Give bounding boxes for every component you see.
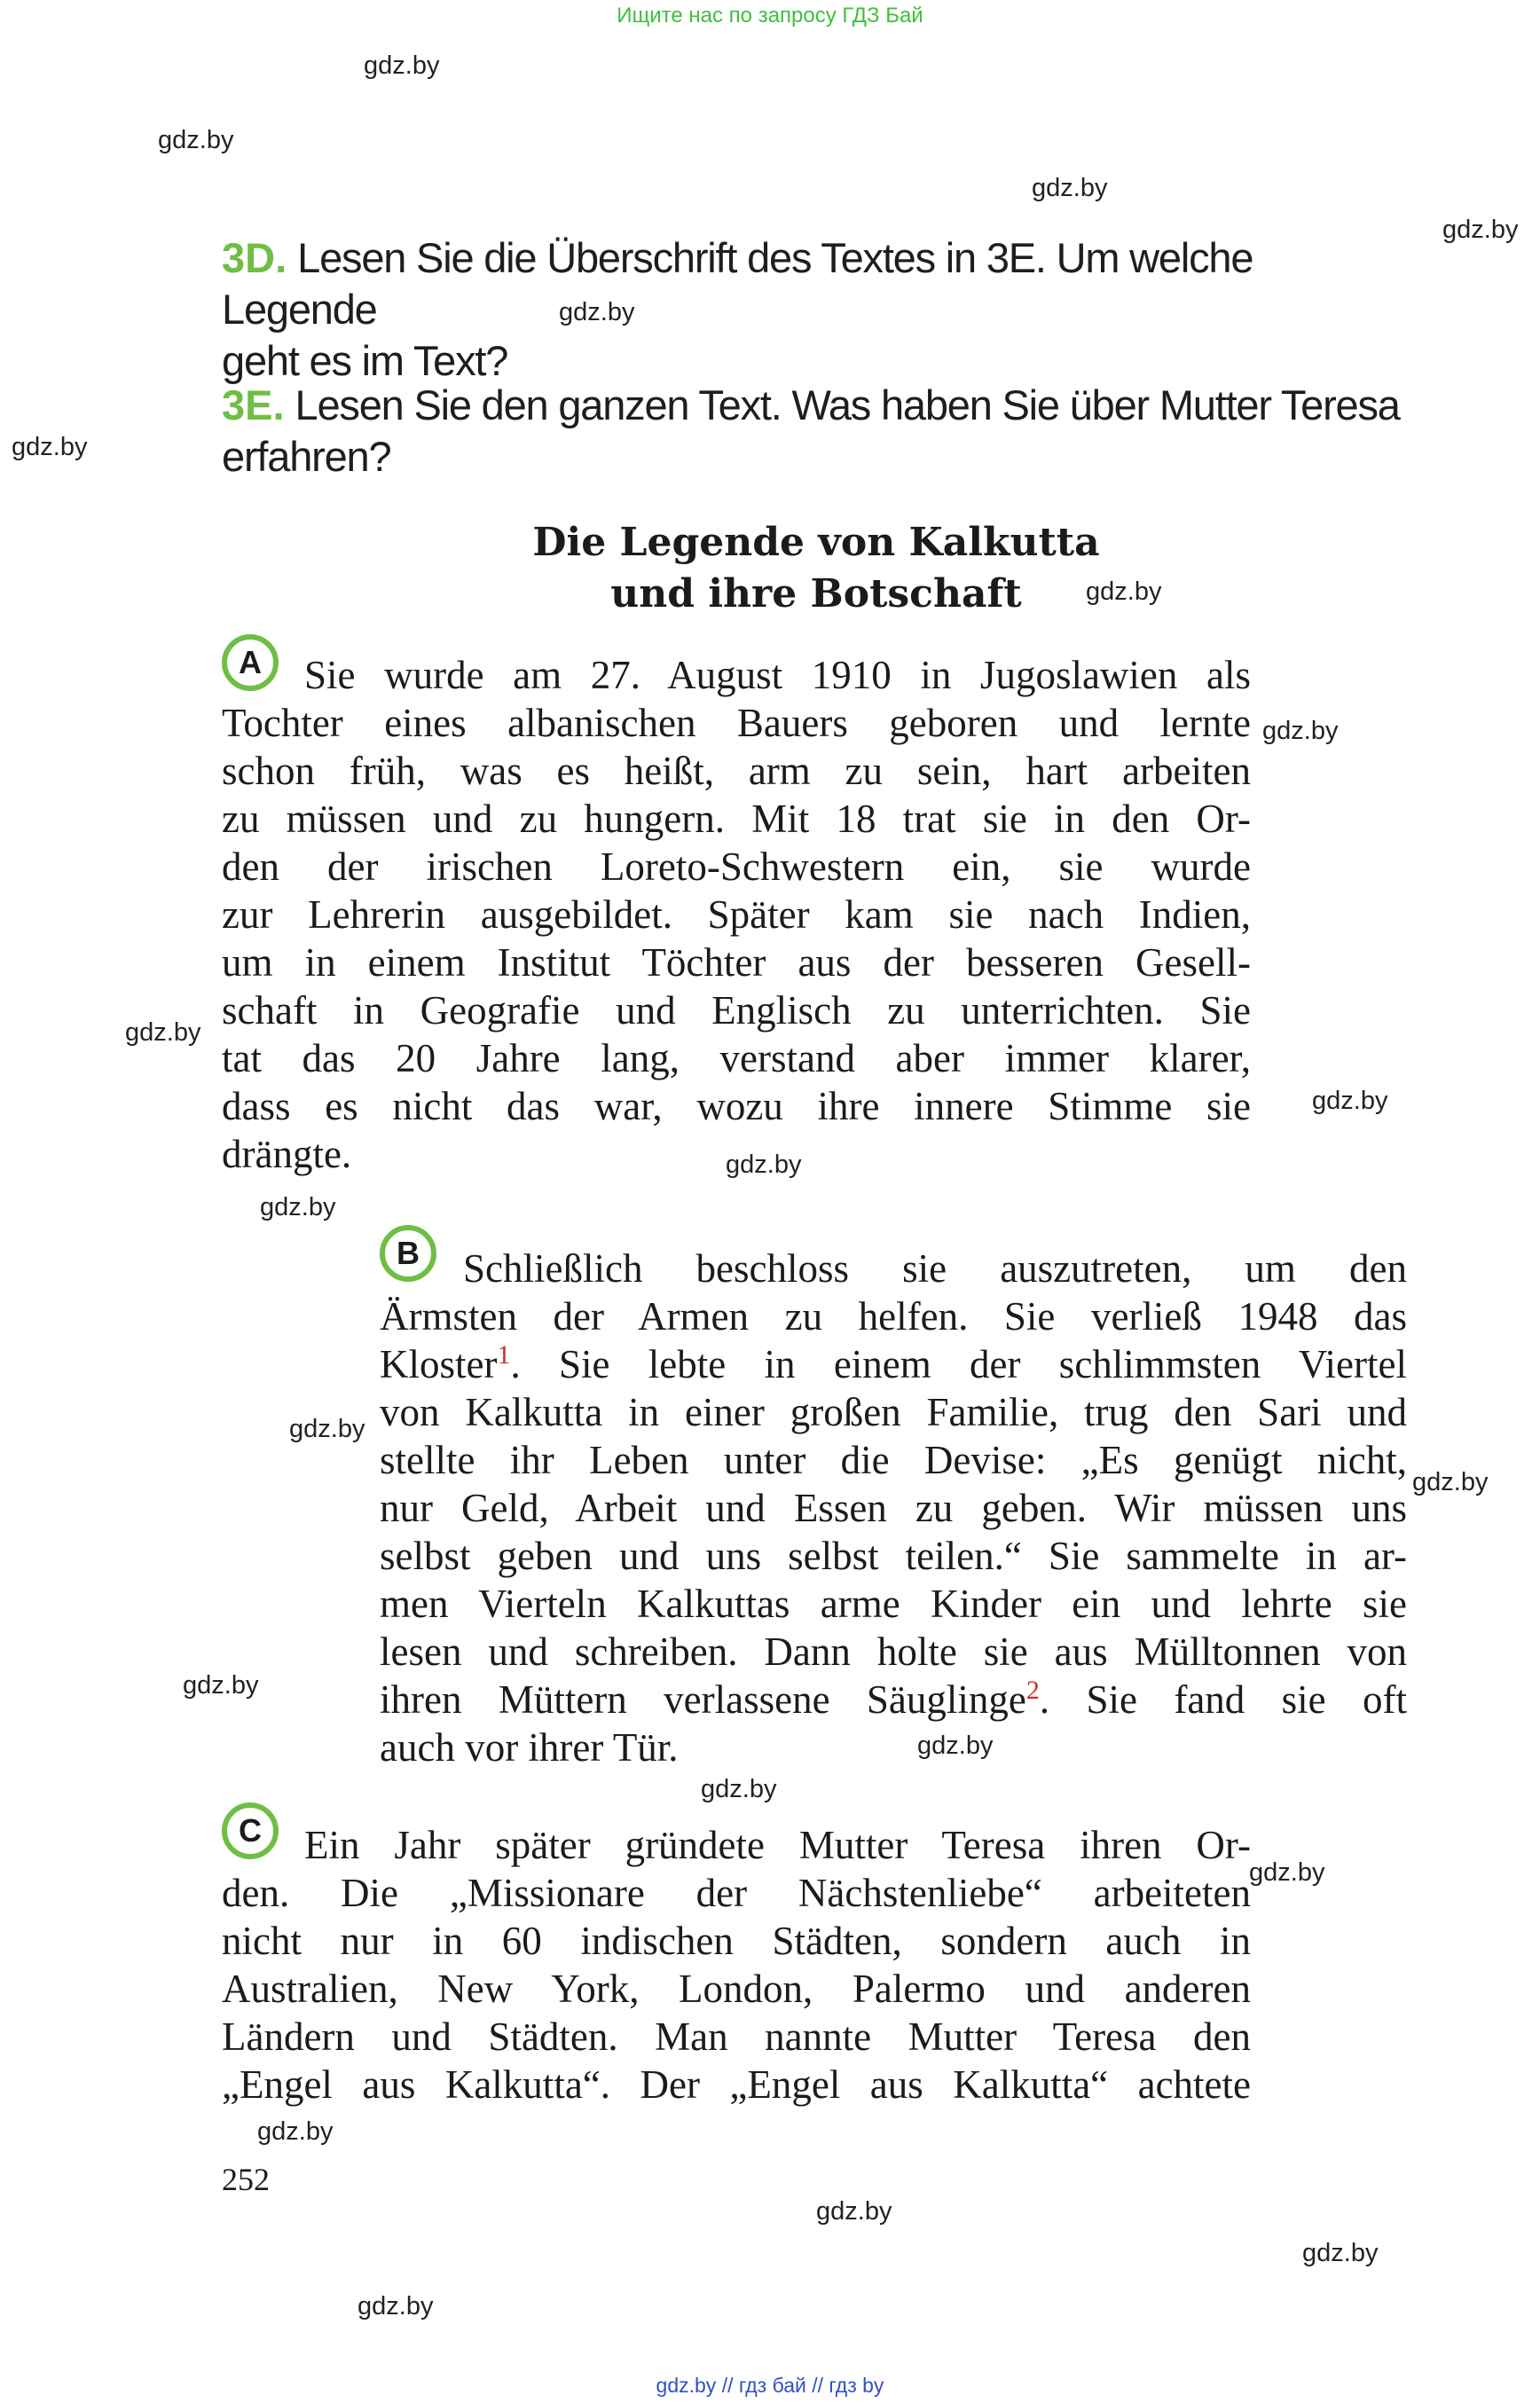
text-line: Schließlich beschloss sie auszutreten, um den bbox=[463, 1246, 1407, 1291]
task-number: 3D. bbox=[222, 234, 287, 281]
text-line: tat das 20 Jahre lang, verstand aber immer klarer, bbox=[222, 1036, 1251, 1080]
watermark: gdz.by bbox=[701, 1775, 777, 1803]
text-line: Ärmsten der Armen zu helfen. Sie verließ 1948 das bbox=[380, 1294, 1407, 1339]
task-3d bbox=[222, 232, 1415, 387]
text-line: Australien, New York, London, Palermo und anderen bbox=[222, 1967, 1251, 2011]
watermark: gdz.by bbox=[726, 1150, 802, 1179]
text-fragment: . Sie lebte in einem der schlimmsten Viertel bbox=[510, 1342, 1407, 1386]
text-line: zu müssen und zu hungern. Mit 18 trat sie in den Or- bbox=[222, 797, 1251, 841]
article-title-line: Die Legende von Kalkutta bbox=[532, 520, 1100, 565]
section-a-paragraph bbox=[222, 651, 1251, 1178]
text-line: dass es nicht das war, wozu ihre innere Stimme sie bbox=[222, 1084, 1251, 1128]
text-line: schaft in Geografie und Englisch zu unterrichten. Sie bbox=[222, 988, 1251, 1033]
text-line bbox=[380, 1340, 1407, 1388]
watermark: gdz.by bbox=[358, 2292, 434, 2321]
watermark: gdz.by bbox=[125, 1018, 201, 1047]
text-line: drängte. bbox=[222, 1132, 352, 1176]
footnote-marker: 1 bbox=[497, 1340, 511, 1370]
text-line: den. Die „Missionare der Nächstenliebe“ arbeiteten bbox=[222, 1871, 1251, 1915]
text-fragment: Kloster bbox=[380, 1342, 498, 1386]
task-3e bbox=[222, 380, 1415, 483]
text-line: um in einem Institut Töchter aus der besseren Gesell- bbox=[222, 940, 1251, 985]
article-title bbox=[381, 517, 1251, 620]
task-number: 3E. bbox=[222, 381, 285, 428]
watermark: gdz.by bbox=[158, 126, 234, 154]
text-line bbox=[380, 1676, 1407, 1724]
text-line: auch vor ihrer Tür. bbox=[380, 1725, 679, 1770]
task-text: Lesen Sie die Überschrift des Textes in 3E. Um welche Legende bbox=[222, 234, 1253, 333]
text-line: „Engel aus Kalkutta“. Der „Engel aus Kalkutta“ achtete bbox=[222, 2062, 1251, 2107]
task-3e-line-2: erfahren? bbox=[222, 433, 391, 480]
text-line: stellte ihr Leben unter die Devise: „Es genügt nicht, bbox=[380, 1438, 1407, 1482]
watermark: gdz.by bbox=[1262, 717, 1339, 745]
watermark: gdz.by bbox=[1249, 1858, 1325, 1887]
task-text: Lesen Sie den ganzen Text. Was haben Sie über Mutter Teresa bbox=[295, 381, 1400, 428]
article-title-line: und ihre Botschaft bbox=[610, 571, 1022, 616]
watermark: gdz.by bbox=[1412, 1468, 1489, 1496]
text-line: von Kalkutta in einer großen Familie, trug den Sari und bbox=[380, 1390, 1407, 1434]
text-line: Sie wurde am 27. August 1910 in Jugoslawien als bbox=[304, 653, 1251, 697]
section-c-paragraph bbox=[222, 1821, 1251, 2109]
section-b-badge: B bbox=[380, 1225, 436, 1282]
section-b-paragraph bbox=[380, 1245, 1407, 1771]
text-fragment: ihren Müttern verlassene Säuglinge bbox=[380, 1677, 1026, 1722]
text-line: zur Lehrerin ausgebildet. Später kam sie nach Indien, bbox=[222, 892, 1251, 937]
text-fragment: . Sie fand sie oft bbox=[1039, 1677, 1407, 1722]
watermark: gdz.by bbox=[1442, 216, 1519, 244]
watermark: gdz.by bbox=[1312, 1087, 1388, 1115]
watermark: gdz.by bbox=[260, 1193, 336, 1221]
text-line: Ländern und Städten. Man nannte Mutter Teresa den bbox=[222, 2014, 1251, 2059]
task-3e-line-1 bbox=[222, 380, 1415, 431]
task-3d-line-1 bbox=[222, 232, 1415, 335]
watermark: gdz.by bbox=[257, 2117, 334, 2146]
watermark: gdz.by bbox=[1032, 174, 1108, 202]
text-line: Tochter eines albanischen Bauers geboren und lernte bbox=[222, 701, 1251, 745]
text-line: nicht nur in 60 indischen Städten, sondern auch in bbox=[222, 1919, 1251, 1963]
text-line: lesen und schreiben. Dann holte sie aus Mülltonnen von bbox=[380, 1629, 1407, 1674]
text-line: nur Geld, Arbeit und Essen zu geben. Wir müssen uns bbox=[380, 1486, 1407, 1530]
watermark: gdz.by bbox=[559, 298, 635, 326]
watermark: gdz.by bbox=[183, 1671, 259, 1700]
section-a-badge: A bbox=[222, 634, 279, 691]
watermark: gdz.by bbox=[917, 1732, 994, 1760]
watermark: gdz.by bbox=[289, 1415, 365, 1443]
page-number: 252 bbox=[222, 2162, 270, 2197]
watermark: gdz.by bbox=[1302, 2239, 1379, 2267]
task-3d-line-2: geht es im Text? bbox=[222, 337, 508, 384]
text-line: men Vierteln Kalkuttas arme Kinder ein und lehrte sie bbox=[380, 1582, 1407, 1626]
watermark: gdz.by bbox=[12, 433, 88, 461]
text-line: den der irischen Loreto-Schwestern ein, sie wurde bbox=[222, 844, 1251, 889]
section-c-badge: C bbox=[222, 1802, 279, 1859]
text-line: schon früh, was es heißt, arm zu sein, hart arbeiten bbox=[222, 749, 1251, 793]
watermark: gdz.by bbox=[364, 51, 440, 80]
footer-links: gdz.by // гдз бай // гдз by bbox=[656, 2374, 884, 2397]
text-line: Ein Jahr später gründete Mutter Teresa ihren Or- bbox=[304, 1823, 1251, 1867]
watermark: gdz.by bbox=[1086, 577, 1162, 606]
text-line: selbst geben und uns selbst teilen.“ Sie sammelte in ar- bbox=[380, 1534, 1407, 1578]
footnote-marker: 2 bbox=[1025, 1676, 1040, 1705]
search-banner: Ищите нас по запросу ГДЗ Бай bbox=[617, 4, 923, 27]
watermark: gdz.by bbox=[816, 2197, 892, 2226]
